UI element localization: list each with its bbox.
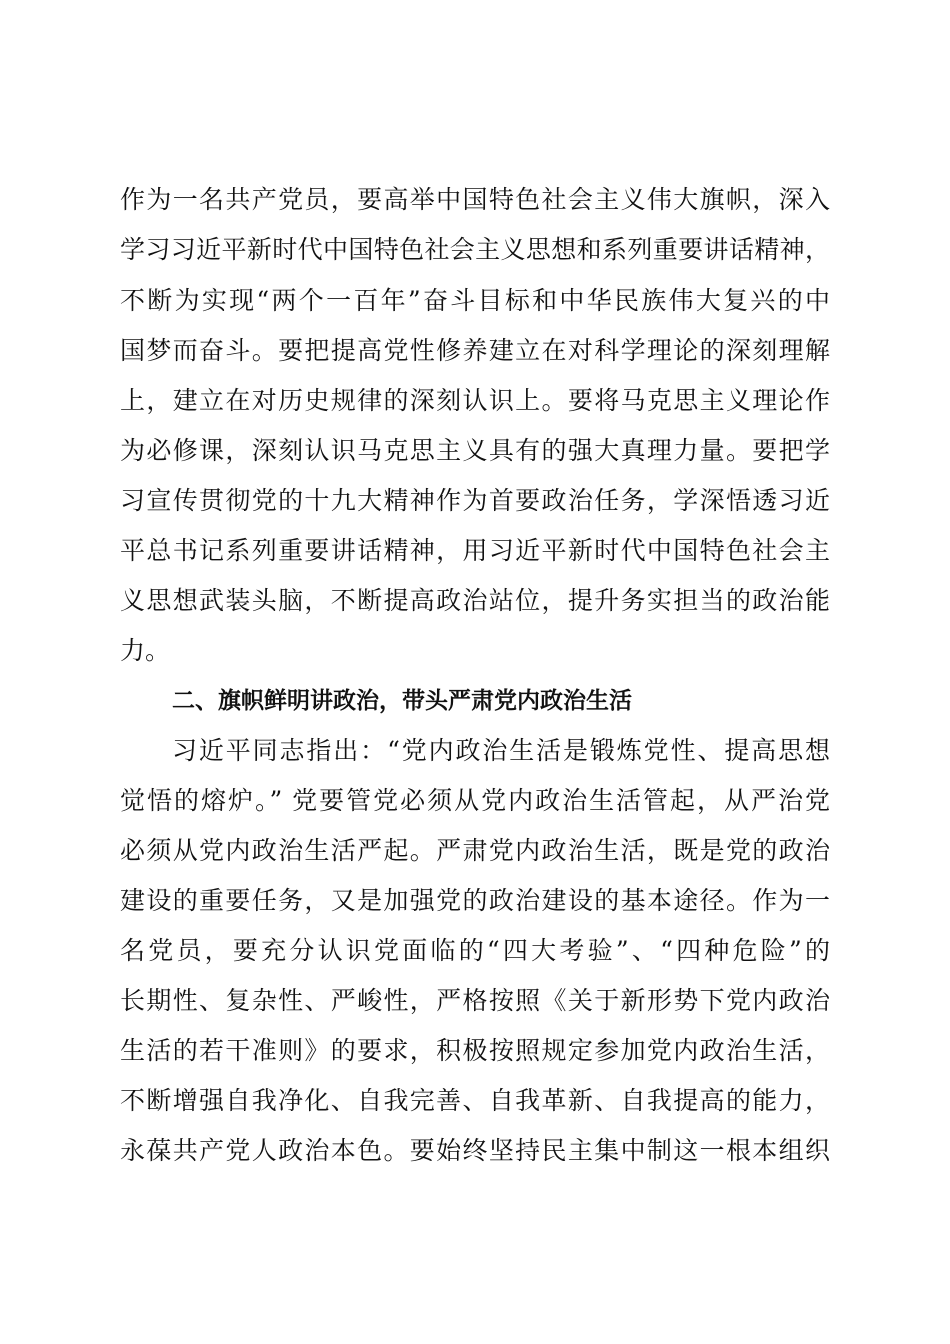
paragraph1-line-10: 力。 [120, 636, 171, 665]
paragraph1-line-6: 为必修课，深刻认识马克思主义具有的强大真理力量。要把学 [120, 436, 830, 465]
paragraph1-line-8: 平总书记系列重要讲话精神，用习近平新时代中国特色社会主 [120, 536, 830, 565]
paragraph1-line-7: 习宣传贯彻党的十九大精神作为首要政治任务，学深悟透习近 [120, 486, 830, 515]
paragraph2-line-2: 觉悟的熔炉。” 党要管党必须从党内政治生活管起，从严治党 [120, 786, 830, 815]
paragraph2-line-5: 名党员，要充分认识党面临的“四大考验”、“四种危险”的 [120, 936, 830, 965]
paragraph2-line-1: 习近平同志指出：“党内政治生活是锻炼党性、提高思想 [172, 736, 830, 765]
paragraph1-line-1: 作为一名共产党员，要高举中国特色社会主义伟大旗帜，深入 [120, 185, 830, 214]
paragraph1-line-2: 学习习近平新时代中国特色社会主义思想和系列重要讲话精神， [120, 235, 830, 264]
paragraph2-line-8: 不断增强自我净化、自我完善、自我革新、自我提高的能力， [120, 1086, 830, 1115]
paragraph1-line-9: 义思想武装头脑，不断提高政治站位，提升务实担当的政治能 [120, 586, 830, 615]
paragraph2-line-3: 必须从党内政治生活严起。严肃党内政治生活，既是党的政治 [120, 836, 830, 865]
section-heading: 二、旗帜鲜明讲政治，带头严肃党内政治生活 [172, 688, 632, 714]
paragraph2-line-4: 建设的重要任务，又是加强党的政治建设的基本途径。作为一 [120, 886, 830, 915]
paragraph2-line-6: 长期性、复杂性、严峻性，严格按照《关于新形势下党内政治 [120, 986, 830, 1015]
paragraph1-line-3: 不断为实现“两个一百年”奋斗目标和中华民族伟大复兴的中 [120, 286, 830, 315]
paragraph1-line-5: 上，建立在对历史规律的深刻认识上。要将马克思主义理论作 [120, 386, 830, 415]
paragraph2-line-7: 生活的若干准则》的要求，积极按照规定参加党内政治生活， [120, 1036, 830, 1065]
paragraph2-line-9: 永葆共产党人政治本色。要始终坚持民主集中制这一根本组织 [120, 1136, 830, 1165]
paragraph1-line-4: 国梦而奋斗。要把提高党性修养建立在对科学理论的深刻理解 [120, 336, 830, 365]
